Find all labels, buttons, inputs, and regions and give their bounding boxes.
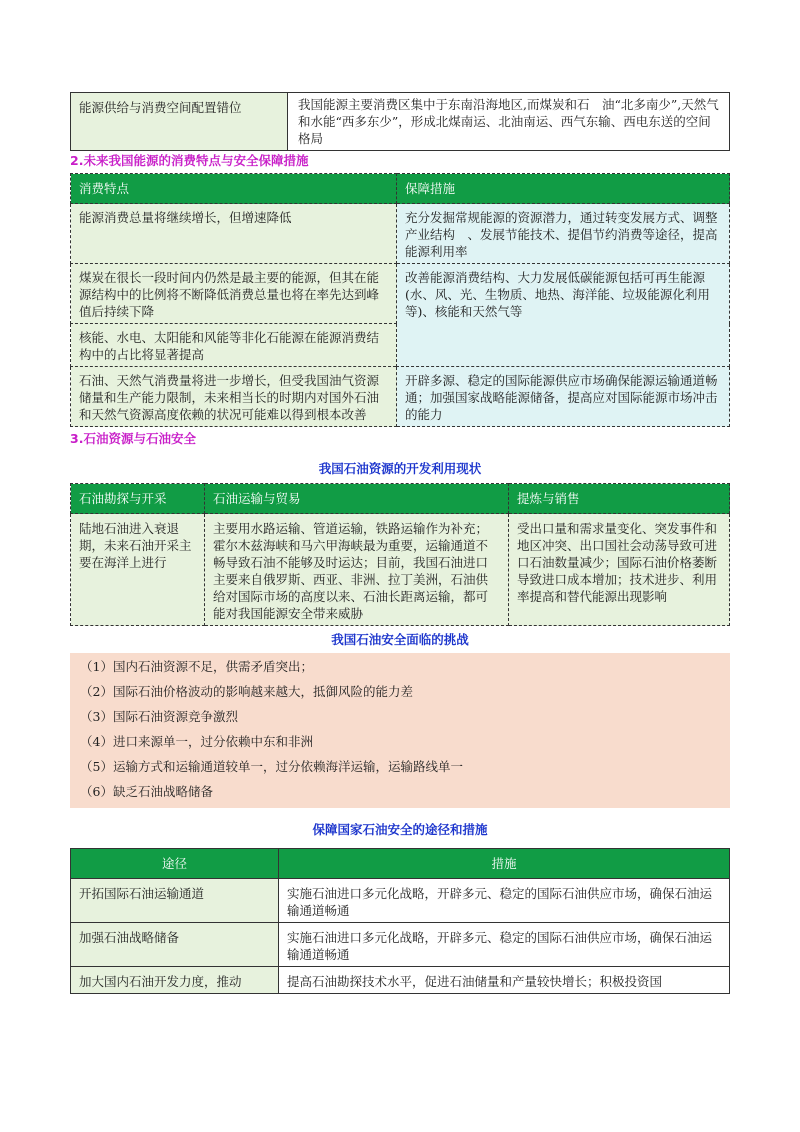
table-cell: 能源供给与消费空间配置错位 xyxy=(71,93,288,151)
table-cell: 改善能源消费结构、大力发展低碳能源包括可再生能源(水、风、光、生物质、地热、海洋能、垃圾能源化利用等)、核能和天然气等 xyxy=(397,264,730,367)
table-header: 途径 xyxy=(71,849,279,879)
table-cell: 陆地石油进入衰退期，未来石油开采主要在海洋上进行 xyxy=(71,514,205,626)
table-header: 消费特点 xyxy=(71,174,397,204)
table-cell: 石油、天然气消费量将进一步增长，但受我国油气资源储量和生产能力限制，未来相当长的时期内对国外石油和天然气资源高度依赖的状况可能难以得到根本改善 xyxy=(71,367,397,427)
table-header: 石油勘探与开采 xyxy=(71,484,205,514)
list-item: （1）国内石油资源不足，供需矛盾突出； xyxy=(80,659,313,674)
challenges-list xyxy=(70,653,730,808)
table-header: 提炼与销售 xyxy=(509,484,730,514)
table-cell: 开拓国际石油运输通道 xyxy=(71,879,279,923)
list-item: （4）进口来源单一，过分依赖中东和非洲 xyxy=(80,734,313,749)
subsection-heading: 我国石油资源的开发利用现状 xyxy=(318,461,482,476)
table-cell: 能源消费总量将继续增长，但增速降低 xyxy=(71,204,397,264)
table-cell: 我国能源主要消费区集中于东南沿海地区,而煤炭和石 油“北多南少”,天然气和水能“西多东少”，形成北煤南运、北油南运、西气东输、西电东送的空间格局 xyxy=(288,93,730,151)
table-cell: 提高石油勘探技术水平，促进石油储量和产量较快增长；积极投资国 xyxy=(279,967,730,994)
list-item: （3）国际石油资源竞争激烈 xyxy=(80,709,238,724)
oil-status-table xyxy=(70,483,730,626)
consumption-measures-table xyxy=(70,173,730,427)
table-cell: 核能、水电、太阳能和风能等非化石能源在能源消费结构中的占比将显著提高 xyxy=(71,324,397,367)
subsection-heading: 保障国家石油安全的途径和措施 xyxy=(312,822,488,837)
table-header: 保障措施 xyxy=(397,174,730,204)
table-cell: 加强石油战略储备 xyxy=(71,923,279,967)
section-heading: 2.未来我国能源的消费特点与安全保障措施 xyxy=(70,153,309,168)
subsection-heading: 我国石油安全面临的挑战 xyxy=(331,632,469,647)
table-header: 石油运输与贸易 xyxy=(205,484,509,514)
list-item: （2）国际石油价格波动的影响越来越大，抵御风险的能力差 xyxy=(80,684,413,699)
table-cell: 煤炭在很长一段时间内仍然是最主要的能源，但其在能源结构中的比例将不断降低消费总量也将在率先达到峰值后持续下降 xyxy=(71,264,397,324)
table-cell: 实施石油进口多元化战略，开辟多元、稳定的国际石油供应市场，确保石油运输通道畅通 xyxy=(279,923,730,967)
document-page xyxy=(70,92,730,994)
list-item: （5）运输方式和运输通道较单一，过分依赖海洋运输，运输路线单一 xyxy=(80,759,463,774)
table-cell: 主要用水路运输、管道运输，铁路运输作为补充；霍尔木兹海峡和马六甲海峡最为重要，运输通道不畅导致石油不能够及时运达；目前，我国石油进口主要来自俄罗斯、西亚、非洲、拉丁美洲，石油供给对国际市场的高度以来、石油长距离运输，都可能对我国能源安全带来威胁 xyxy=(205,514,509,626)
oil-security-measures-table xyxy=(70,848,730,994)
supply-consumption-table xyxy=(70,92,730,151)
table-cell: 实施石油进口多元化战略，开辟多元、稳定的国际石油供应市场，确保石油运输通道畅通 xyxy=(279,879,730,923)
table-cell: 充分发掘常规能源的资源潜力，通过转变发展方式、调整产业结构 、发展节能技术、提倡节约消费等途径，提高能源利用率 xyxy=(397,204,730,264)
list-item: （6）缺乏石油战略储备 xyxy=(80,784,213,799)
table-cell: 受出口量和需求量变化、突发事件和地区冲突、出口国社会动荡导致可进口石油数量减少；国际石油价格萎断导致进口成本增加；技术进步、利用率提高和替代能源出现影响 xyxy=(509,514,730,626)
table-cell: 加大国内石油开发力度，推动 xyxy=(71,967,279,994)
table-header: 措施 xyxy=(279,849,730,879)
section-heading: 3.石油资源与石油安全 xyxy=(70,431,196,446)
table-cell: 开辟多源、稳定的国际能源供应市场确保能源运输通道畅通；加强国家战略能源储备，提高应对国际能源市场冲击的能力 xyxy=(397,367,730,427)
